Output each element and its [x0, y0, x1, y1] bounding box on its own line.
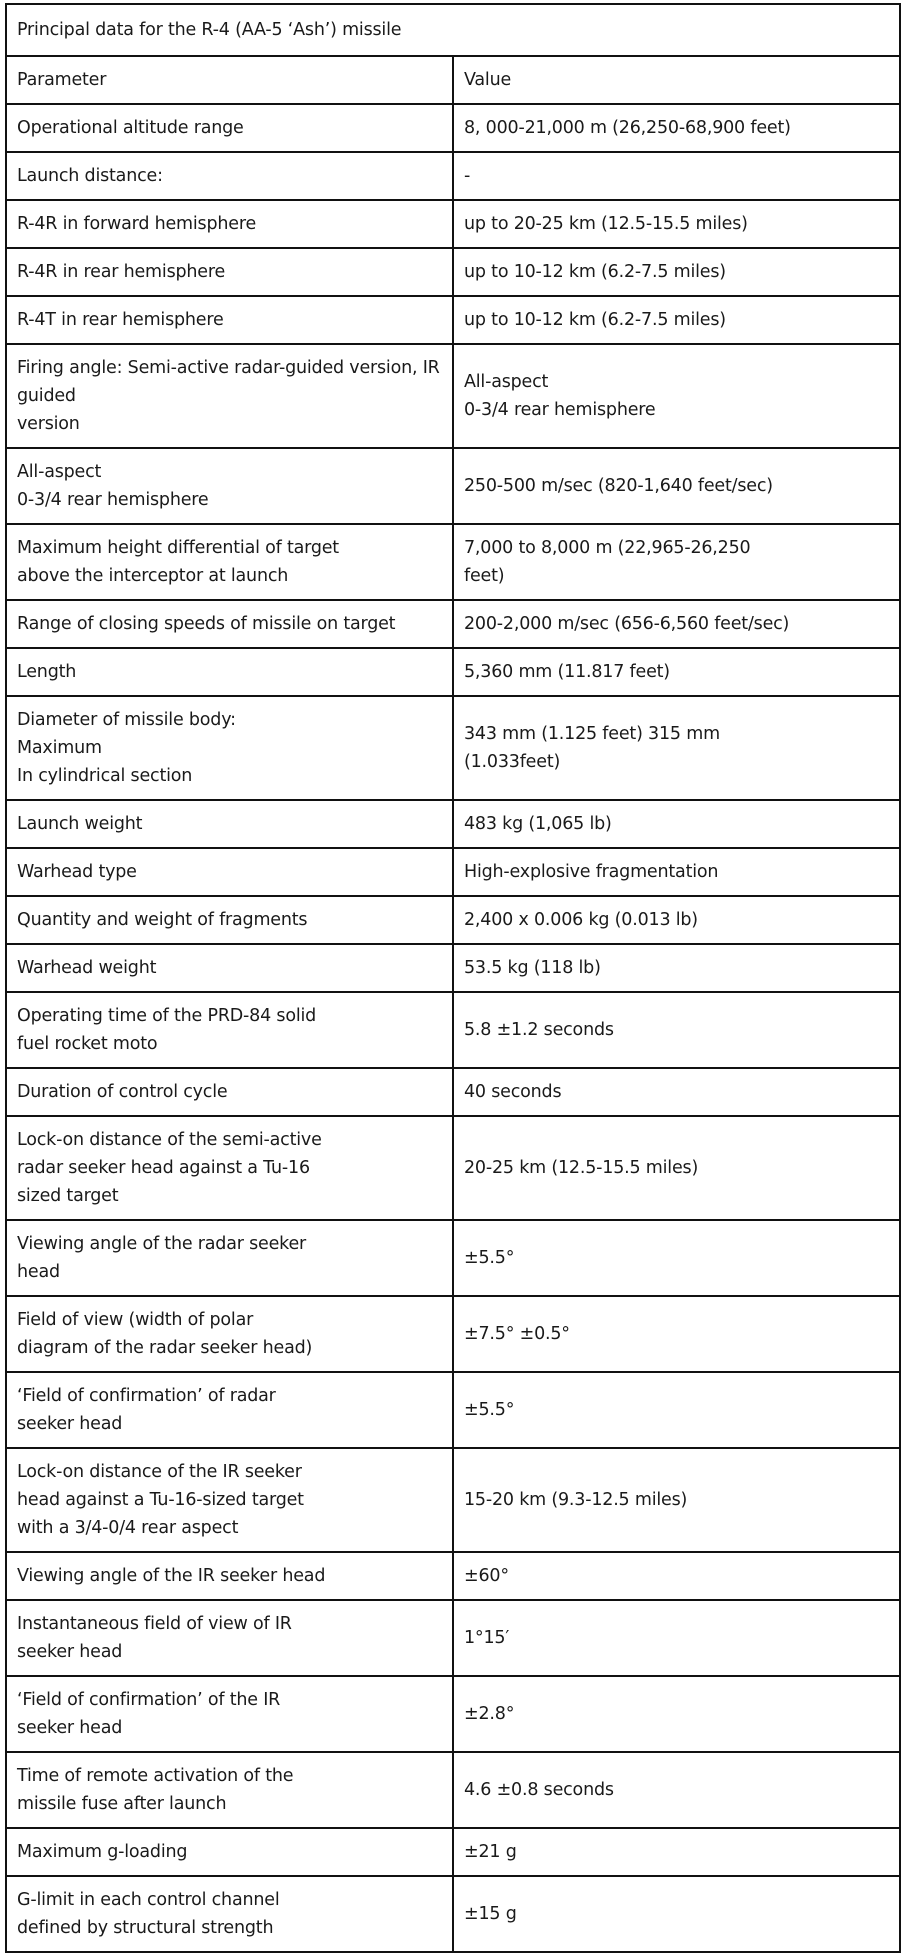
value-cell: 1°15′ [453, 1600, 900, 1676]
table-row [6, 200, 900, 248]
table-row [6, 248, 900, 296]
parameter-cell: Lock-on distance of the IR seeker head against a Tu-16-sized target with a 3/4-0/4 rear aspect [6, 1448, 453, 1552]
parameter-cell: Instantaneous field of view of IR seeker head [6, 1600, 453, 1676]
table-row [6, 800, 900, 848]
table-row [6, 1220, 900, 1296]
table-row [6, 1828, 900, 1876]
parameter-cell: Operational altitude range [6, 104, 453, 152]
parameter-cell: G-limit in each control channel defined by structural strength [6, 1876, 453, 1952]
value-cell: 250-500 m/sec (820-1,640 feet/sec) [453, 448, 900, 524]
value-cell: 483 kg (1,065 lb) [453, 800, 900, 848]
parameter-cell: Maximum g-loading [6, 1828, 453, 1876]
table-row [6, 1600, 900, 1676]
parameter-cell: Range of closing speeds of missile on target [6, 600, 453, 648]
header-value: Value [453, 56, 900, 104]
value-cell: up to 10-12 km (6.2-7.5 miles) [453, 296, 900, 344]
table-row [6, 1296, 900, 1372]
parameter-cell: Launch weight [6, 800, 453, 848]
table-row [6, 1876, 900, 1952]
parameter-cell: Viewing angle of the radar seeker head [6, 1220, 453, 1296]
missile-data-table [5, 3, 901, 1953]
table-row [6, 848, 900, 896]
value-cell: 2,400 x 0.006 kg (0.013 lb) [453, 896, 900, 944]
table-row [6, 1372, 900, 1448]
value-cell: 5.8 ±1.2 seconds [453, 992, 900, 1068]
header-parameter: Parameter [6, 56, 453, 104]
table-row [6, 1116, 900, 1220]
value-cell: 8, 000-21,000 m (26,250-68,900 feet) [453, 104, 900, 152]
value-cell: 5,360 mm (11.817 feet) [453, 648, 900, 696]
value-cell: High-explosive fragmentation [453, 848, 900, 896]
table-header-row [6, 56, 900, 104]
table-row [6, 524, 900, 600]
parameter-cell: Launch distance: [6, 152, 453, 200]
table-row [6, 896, 900, 944]
parameter-cell: Length [6, 648, 453, 696]
value-cell: 20-25 km (12.5-15.5 miles) [453, 1116, 900, 1220]
value-cell: ±5.5° [453, 1372, 900, 1448]
table-row [6, 152, 900, 200]
parameter-cell: Field of view (width of polar diagram of the radar seeker head) [6, 1296, 453, 1372]
parameter-cell: Lock-on distance of the semi-active radar seeker head against a Tu-16 sized target [6, 1116, 453, 1220]
table-row [6, 296, 900, 344]
parameter-cell: Warhead weight [6, 944, 453, 992]
value-cell: 4.6 ±0.8 seconds [453, 1752, 900, 1828]
value-cell: 200-2,000 m/sec (656-6,560 feet/sec) [453, 600, 900, 648]
parameter-cell: Firing angle: Semi-active radar-guided version, IR guided version [6, 344, 453, 448]
table-row [6, 1552, 900, 1600]
parameter-cell: R-4R in rear hemisphere [6, 248, 453, 296]
parameter-cell: R-4R in forward hemisphere [6, 200, 453, 248]
value-cell: ±21 g [453, 1828, 900, 1876]
value-cell: ±15 g [453, 1876, 900, 1952]
value-cell: 343 mm (1.125 feet) 315 mm (1.033feet) [453, 696, 900, 800]
document [5, 3, 901, 1953]
value-cell: 53.5 kg (118 lb) [453, 944, 900, 992]
value-cell: ±60° [453, 1552, 900, 1600]
table-row [6, 944, 900, 992]
value-cell: up to 20-25 km (12.5-15.5 miles) [453, 200, 900, 248]
parameter-cell: Time of remote activation of the missile fuse after launch [6, 1752, 453, 1828]
table-row [6, 1752, 900, 1828]
parameter-cell: ‘Field of confirmation’ of the IR seeker head [6, 1676, 453, 1752]
table-row [6, 648, 900, 696]
value-cell: ±2.8° [453, 1676, 900, 1752]
table-row [6, 448, 900, 524]
value-cell: - [453, 152, 900, 200]
table-row [6, 1068, 900, 1116]
parameter-cell: Operating time of the PRD-84 solid fuel rocket moto [6, 992, 453, 1068]
table-body [6, 4, 900, 1952]
table-row [6, 992, 900, 1068]
table-row [6, 1676, 900, 1752]
table-caption-row [6, 4, 900, 56]
value-cell: up to 10-12 km (6.2-7.5 miles) [453, 248, 900, 296]
parameter-cell: Viewing angle of the IR seeker head [6, 1552, 453, 1600]
value-cell: All-aspect 0-3/4 rear hemisphere [453, 344, 900, 448]
table-row [6, 1448, 900, 1552]
table-caption: Principal data for the R-4 (AA-5 ‘Ash’) missile [6, 4, 900, 56]
value-cell: 15-20 km (9.3-12.5 miles) [453, 1448, 900, 1552]
parameter-cell: Duration of control cycle [6, 1068, 453, 1116]
parameter-cell: R-4T in rear hemisphere [6, 296, 453, 344]
parameter-cell: Maximum height differential of target above the interceptor at launch [6, 524, 453, 600]
table-row [6, 696, 900, 800]
table-row [6, 104, 900, 152]
value-cell: ±7.5° ±0.5° [453, 1296, 900, 1372]
table-row [6, 344, 900, 448]
table-row [6, 600, 900, 648]
value-cell: ±5.5° [453, 1220, 900, 1296]
value-cell: 40 seconds [453, 1068, 900, 1116]
parameter-cell: Quantity and weight of fragments [6, 896, 453, 944]
value-cell: 7,000 to 8,000 m (22,965-26,250 feet) [453, 524, 900, 600]
parameter-cell: ‘Field of confirmation’ of radar seeker head [6, 1372, 453, 1448]
parameter-cell: Diameter of missile body: Maximum In cylindrical section [6, 696, 453, 800]
parameter-cell: All-aspect 0-3/4 rear hemisphere [6, 448, 453, 524]
parameter-cell: Warhead type [6, 848, 453, 896]
